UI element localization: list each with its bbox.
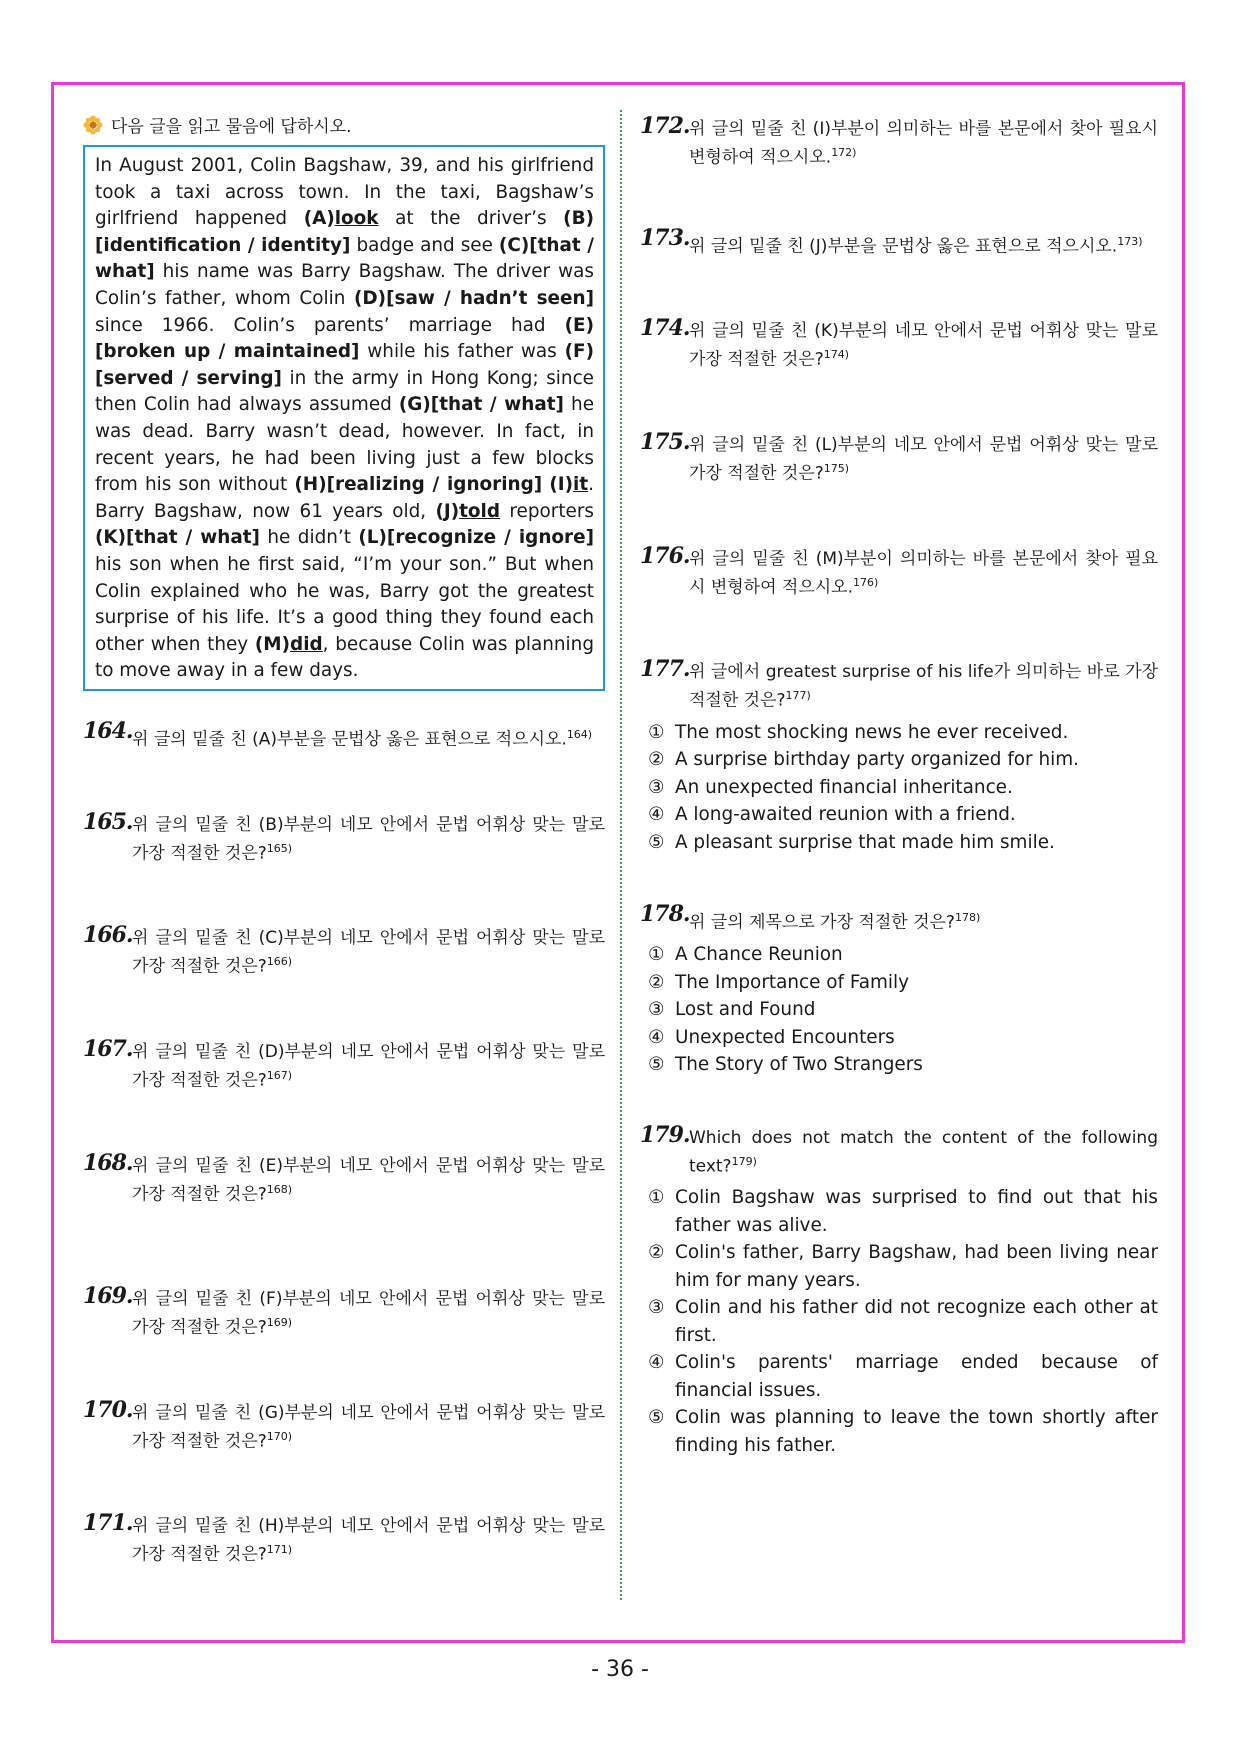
question-175 [640, 428, 1158, 486]
option: ③ Lost and Found [648, 999, 816, 1021]
marker-j: (J)told [435, 500, 501, 522]
question-176 [640, 542, 1158, 600]
option: ⑤ The Story of Two Strangers [648, 1054, 923, 1076]
question-text: 위 글의 밑줄 친 (E)부분의 네모 안에서 문법 어휘상 맞는 말로 가장 적절한 것은? [132, 1155, 605, 1205]
passage-text: , because Colin was planning to move away in a few days. [95, 633, 594, 682]
option: ③ An unexpected financial inheritance. [648, 776, 1013, 798]
question-text: 위 글의 밑줄 친 (I)부분이 의미하는 바를 본문에서 찾아 필요시 변형하여 적으시오. [689, 119, 1158, 168]
question-number: 176. [640, 542, 690, 569]
choice-box-d: (D)[saw / hadn’t seen] [354, 287, 594, 309]
footnote-ref: 178) [954, 911, 981, 925]
question-166 [83, 922, 605, 979]
footnote-ref: 176) [853, 575, 879, 589]
footnote-ref: 175) [823, 461, 850, 475]
footnote-ref: 165) [266, 841, 293, 855]
choice-box-b: (B)[identification / identity] [95, 208, 594, 256]
question-177 [640, 656, 1158, 713]
question-text: 위 글의 밑줄 친 (L)부분의 네모 안에서 문법 어휘상 맞는 말로 가장 적절한 것은? [689, 434, 1158, 484]
passage-text: while his father was [359, 341, 565, 363]
left-column [83, 112, 605, 1567]
question-172 [640, 113, 1158, 170]
question-number: 179. [640, 1121, 690, 1148]
passage-text: since 1966. Colin’s parents’ marriage had [95, 314, 565, 336]
marker-m: (M)did [254, 633, 323, 655]
question-170 [83, 1396, 605, 1454]
question-number: 175. [640, 428, 690, 455]
question-number: 169. [83, 1283, 133, 1310]
footnote-ref: 170) [266, 1429, 293, 1443]
question-text: 위 글의 밑줄 친 (F)부분의 네모 안에서 문법 어휘상 맞는 말로 가장 적절한 것은? [132, 1289, 605, 1338]
option: ⑤ Colin was planning to leave the town shortly after finding his father. [648, 1407, 1158, 1456]
option: ① A Chance Reunion [648, 944, 843, 966]
question-number: 166. [83, 922, 133, 949]
choice-box-e: (E)[broken up / maintained] [95, 314, 594, 363]
choice-box-k: (K)[that / what] [95, 527, 260, 549]
question-174 [640, 315, 1158, 372]
passage-text: in the army in Hong Kong; since then Colin had always assumed [95, 367, 594, 416]
passage-text: . Barry Bagshaw, now 61 years old, [95, 474, 594, 522]
column-divider [620, 110, 622, 1600]
question-text: 위 글의 밑줄 친 (A)부분을 문법상 옳은 표현으로 적으시오. [132, 729, 567, 750]
question-number: 170. [83, 1396, 133, 1423]
question-178 [640, 901, 1158, 935]
footnote-ref: 174) [823, 348, 850, 362]
question-number: 178. [640, 901, 690, 928]
footnote-ref: 173) [1117, 234, 1143, 248]
instruction-text: 다음 글을 읽고 물음에 답하시오. [111, 117, 352, 137]
question-number: 164. [83, 717, 133, 744]
page-number: - 36 - [591, 1657, 649, 1682]
question-number: 165. [83, 808, 133, 835]
question-text: 위 글의 밑줄 친 (G)부분의 네모 안에서 문법 어휘상 맞는 말로 가장 적절한 것은? [132, 1402, 605, 1452]
footnote-ref: 179) [731, 1154, 757, 1168]
option: ① The most shocking news he ever received. [648, 721, 1069, 743]
marker-a: (A)look [303, 208, 379, 230]
passage-text: his son when he first said, “I’m your son.” But when Colin explained who he was, Barry got the greatest surprise of his life. It’s a good thing they found each other when they [95, 553, 594, 655]
passage-text: at the driver’s [378, 208, 564, 230]
footnote-ref: 166) [266, 955, 293, 969]
flower-icon [83, 115, 103, 135]
choice-box-h: (H)[realizing / ignoring] [294, 474, 543, 496]
footnote-ref: 167) [266, 1068, 293, 1082]
question-number: 172. [640, 113, 690, 139]
footnote-ref: 177) [785, 689, 811, 703]
question-169 [83, 1283, 605, 1340]
question-text: 위 글의 밑줄 친 (C)부분의 네모 안에서 문법 어휘상 맞는 말로 가장 적절한 것은? [132, 928, 605, 977]
footnote-ref: 169) [266, 1316, 293, 1330]
instruction-line [83, 112, 605, 137]
right-column [640, 112, 1158, 1459]
passage-text: reporters [500, 500, 594, 522]
option: ② Colin's father, Barry Bagshaw, had been living near him for many years. [648, 1242, 1158, 1291]
question-text: 위 글의 밑줄 친 (M)부분이 의미하는 바를 본문에서 찾아 필요시 변형하여 적으시오. [689, 548, 1158, 598]
option: ④ Unexpected Encounters [648, 1026, 895, 1048]
question-173 [640, 224, 1158, 259]
option: ② A surprise birthday party organized for him. [648, 749, 1079, 771]
question-number: 173. [640, 224, 690, 251]
footnote-ref: 168) [266, 1182, 293, 1196]
passage-text: In August 2001, Colin Bagshaw, 39, and his girlfriend took a taxi across town. In the taxi, Bagshaw’s girlfriend happened [95, 155, 594, 230]
choice-box-g: (G)[that / what] [398, 394, 564, 416]
question-number: 174. [640, 315, 690, 342]
question-number: 171. [83, 1510, 133, 1537]
option: ④ Colin's parents' marriage ended because of financial issues. [648, 1352, 1158, 1401]
question-165 [83, 808, 605, 866]
choice-box-l: (L)[recognize / ignore] [358, 527, 595, 549]
question-text: 위 글의 밑줄 친 (J)부분을 문법상 옳은 표현으로 적으시오. [689, 236, 1118, 257]
options-178 [648, 941, 1158, 1079]
passage-text: he didn’t [259, 527, 359, 549]
marker-i: (I)it [549, 474, 589, 496]
question-text: 위 글의 밑줄 친 (K)부분의 네모 안에서 문법 어휘상 맞는 말로 가장 적절한 것은? [689, 321, 1158, 370]
question-167 [83, 1035, 605, 1093]
passage-text: badge and see [350, 234, 499, 256]
question-179 [640, 1121, 1158, 1179]
question-text: 위 글의 제목으로 가장 적절한 것은? [689, 913, 955, 934]
question-number: 167. [83, 1035, 133, 1062]
question-text: 위 글에서 greatest surprise of his life가 의미하는 바로 가장 적절한 것은? [689, 662, 1158, 711]
options-177 [648, 719, 1158, 857]
footnote-ref: 171) [266, 1543, 293, 1557]
passage-text: he was dead. Barry wasn’t dead, however. In fact, in recent years, he had been living just a few blocks from his son without [95, 394, 595, 496]
question-168 [83, 1149, 605, 1207]
question-number: 168. [83, 1149, 133, 1176]
option: ④ A long-awaited reunion with a friend. [648, 804, 1016, 826]
options-179 [648, 1184, 1158, 1459]
question-number: 177. [640, 656, 690, 683]
choice-box-c: (C)[that / what] [95, 234, 594, 283]
question-text: Which does not match the content of the following text? [689, 1127, 1158, 1177]
option: ③ Colin and his father did not recognize each other at first. [648, 1297, 1158, 1346]
question-text: 위 글의 밑줄 친 (D)부분의 네모 안에서 문법 어휘상 맞는 말로 가장 적절한 것은? [132, 1041, 605, 1091]
question-text: 위 글의 밑줄 친 (H)부분의 네모 안에서 문법 어휘상 맞는 말로 가장 적절한 것은? [132, 1516, 605, 1566]
footnote-ref: 164) [566, 727, 593, 741]
option: ① Colin Bagshaw was surprised to find out that his father was alive. [648, 1187, 1158, 1236]
question-164 [83, 717, 605, 752]
question-text: 위 글의 밑줄 친 (B)부분의 네모 안에서 문법 어휘상 맞는 말로 가장 적절한 것은? [132, 814, 605, 864]
footnote-ref: 172) [831, 146, 857, 159]
option: ⑤ A pleasant surprise that made him smile. [648, 831, 1055, 853]
choice-box-f: (F)[served / serving] [95, 341, 594, 389]
question-171 [83, 1510, 605, 1567]
option: ② The Importance of Family [648, 971, 910, 993]
reading-passage [83, 145, 605, 691]
passage-text: his name was Barry Bagshaw. The driver was Colin’s father, whom Colin [95, 261, 594, 309]
